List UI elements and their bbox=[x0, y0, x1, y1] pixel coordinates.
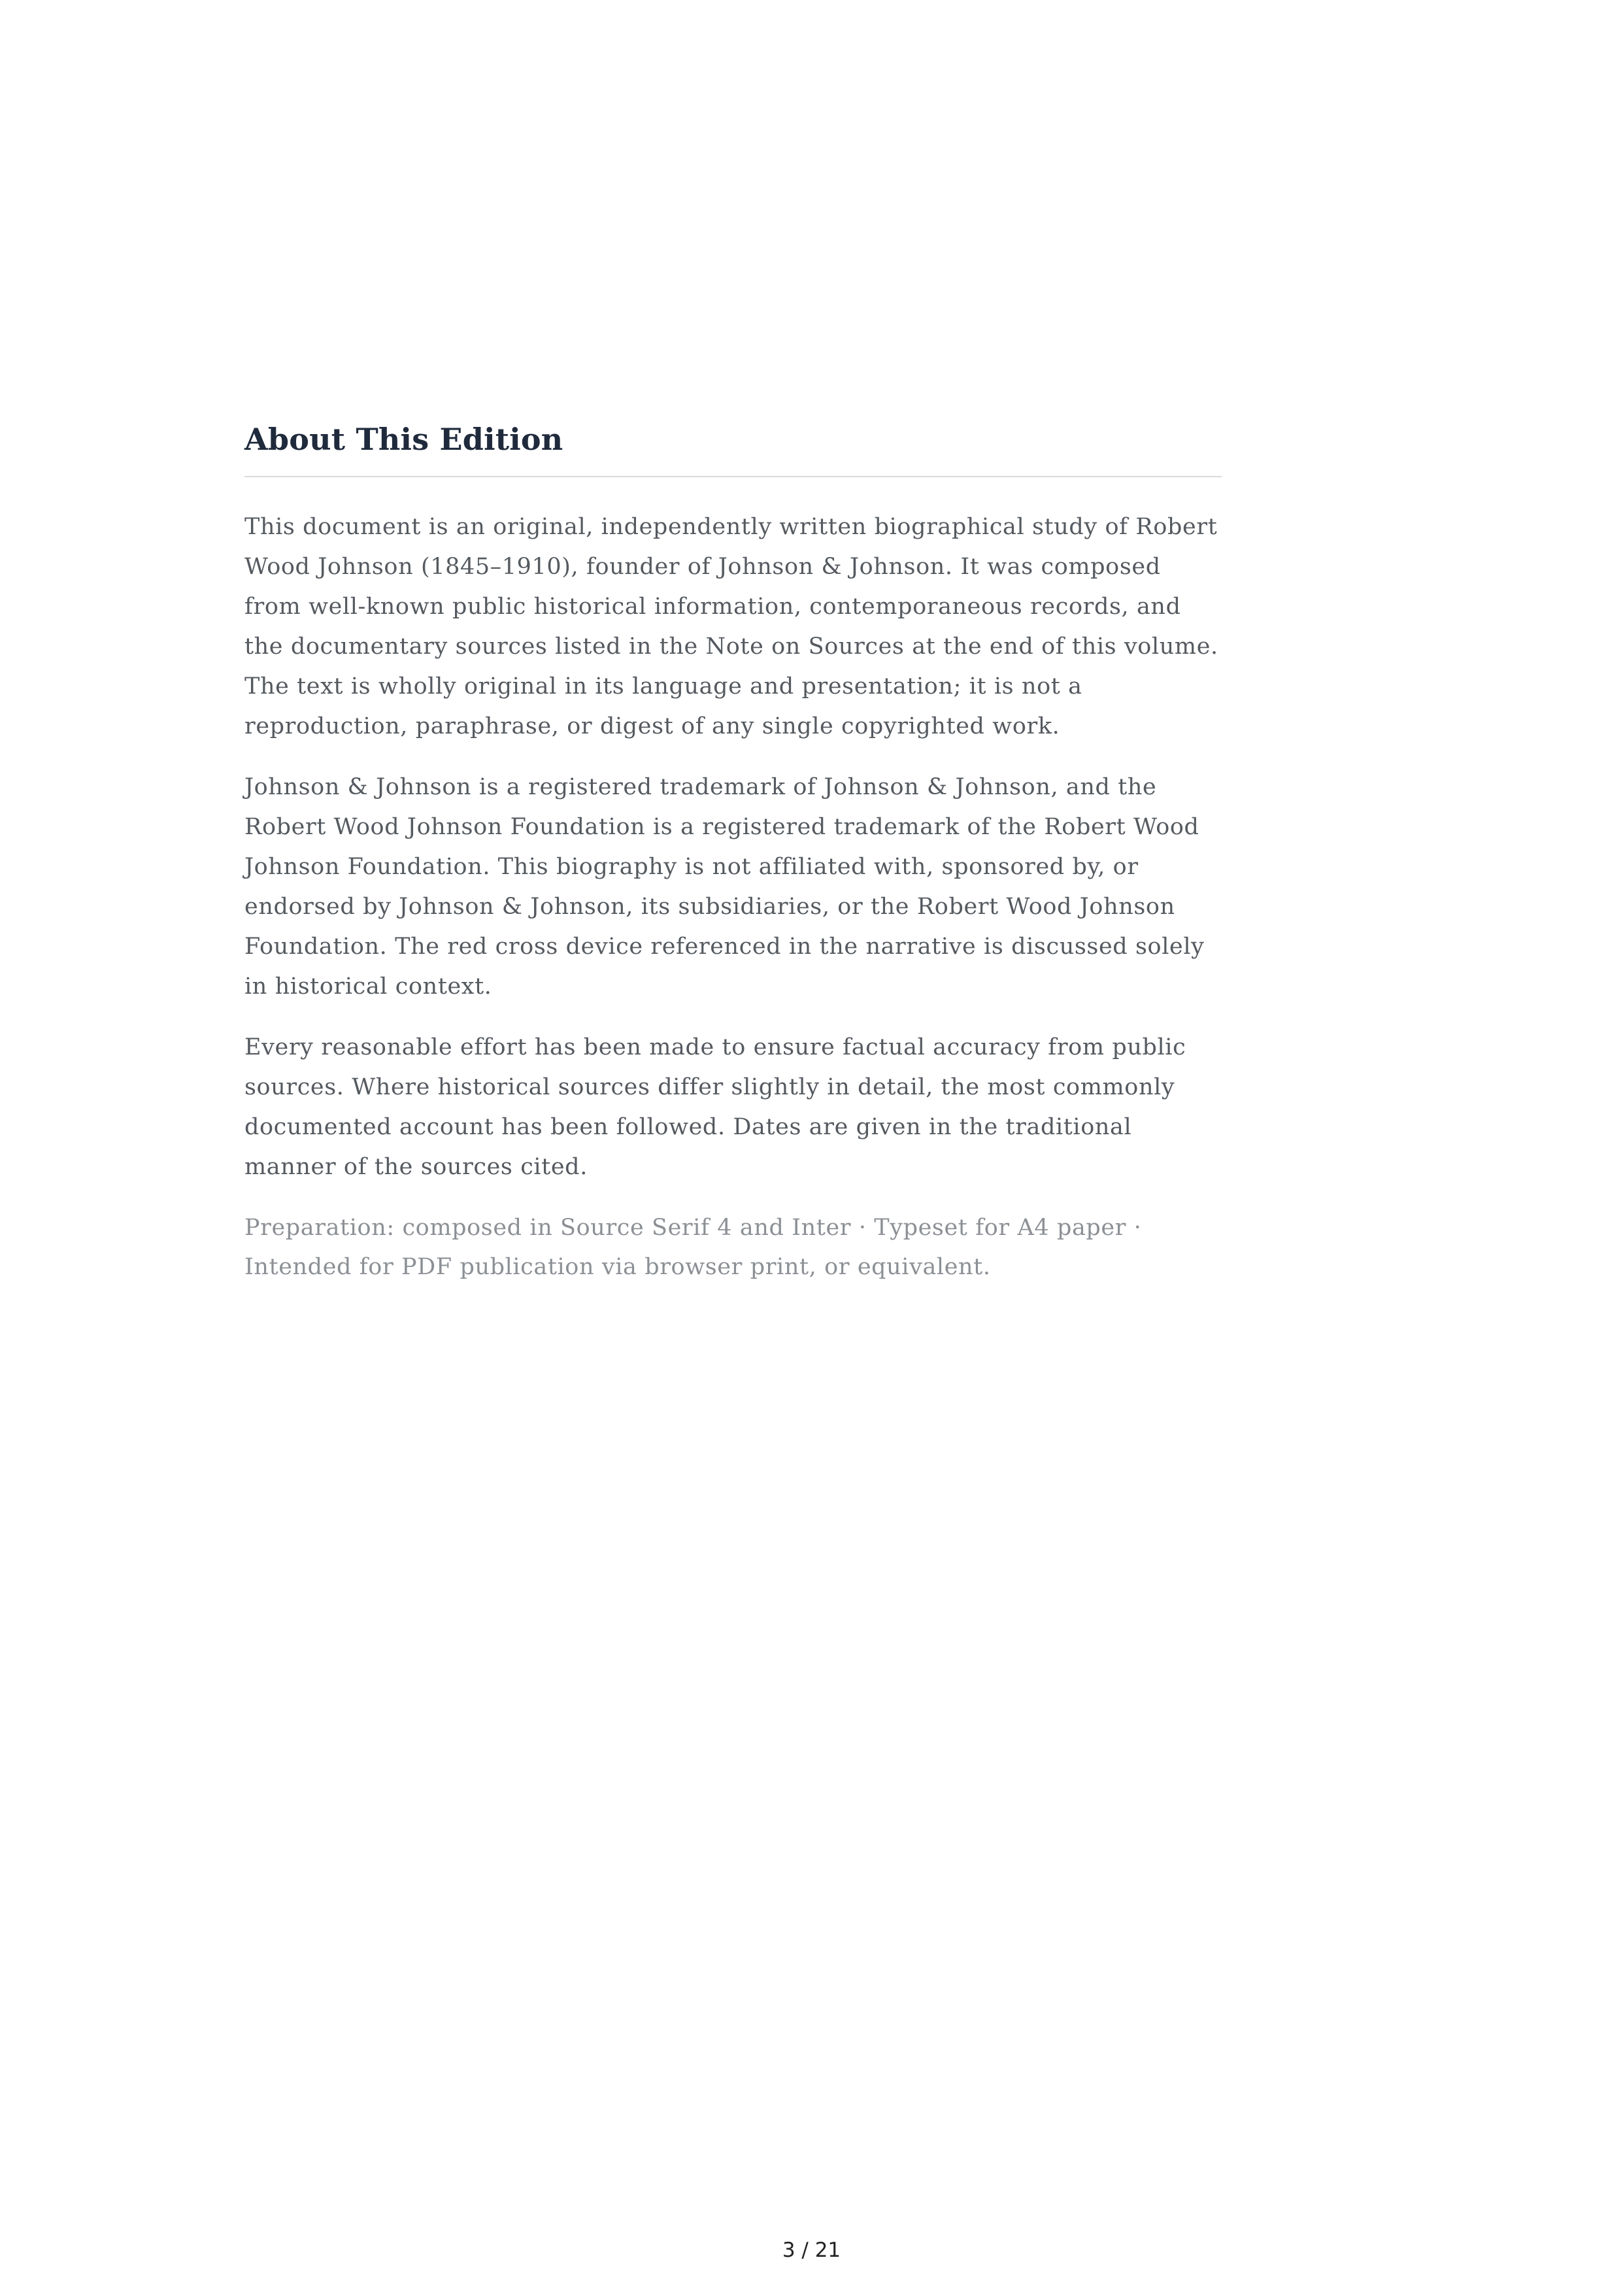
paragraph-accuracy: Every reasonable effort has been made to ensure factual accuracy from public sources. Where historical sources differ slightly in detail, the most commonly documented account has been followed. Dates are given in the traditional manner of the sources cited. bbox=[244, 1034, 1186, 1181]
preparation-note: Preparation: composed in Source Serif 4 and Inter · Typeset for A4 paper · Intended for PDF publication via browser print, or equivalent. bbox=[244, 1215, 1142, 1281]
edition-section bbox=[244, 418, 1222, 1287]
paragraph-trademarks: Johnson & Johnson is a registered trademark of Johnson & Johnson, and the Robert Wood Johnson Foundation is a registered trademark of the Robert Wood Johnson Foundation. This biography is not affiliated with, sponsored by, or endorsed by Johnson & Johnson, its subsidiaries, or the Robert Wood Johnson Foundation. The red cross device referenced in the narrative is discussed solely in historical context. bbox=[244, 774, 1205, 1000]
paragraph-original-work: This document is an original, independently written biographical study of Robert Wood Johnson (1845–1910), founder of Johnson & Johnson. It was composed from well-known public historical information, contemporaneous records, and the documentary sources listed in the Note on Sources at the end of this volume. The text is wholly original in its language and presentation; it is not a reproduction, paraphrase, or digest of any single copyrighted work. bbox=[244, 514, 1218, 740]
section-title: About This Edition bbox=[244, 418, 1222, 477]
page-number: 3 / 21 bbox=[782, 2238, 841, 2262]
